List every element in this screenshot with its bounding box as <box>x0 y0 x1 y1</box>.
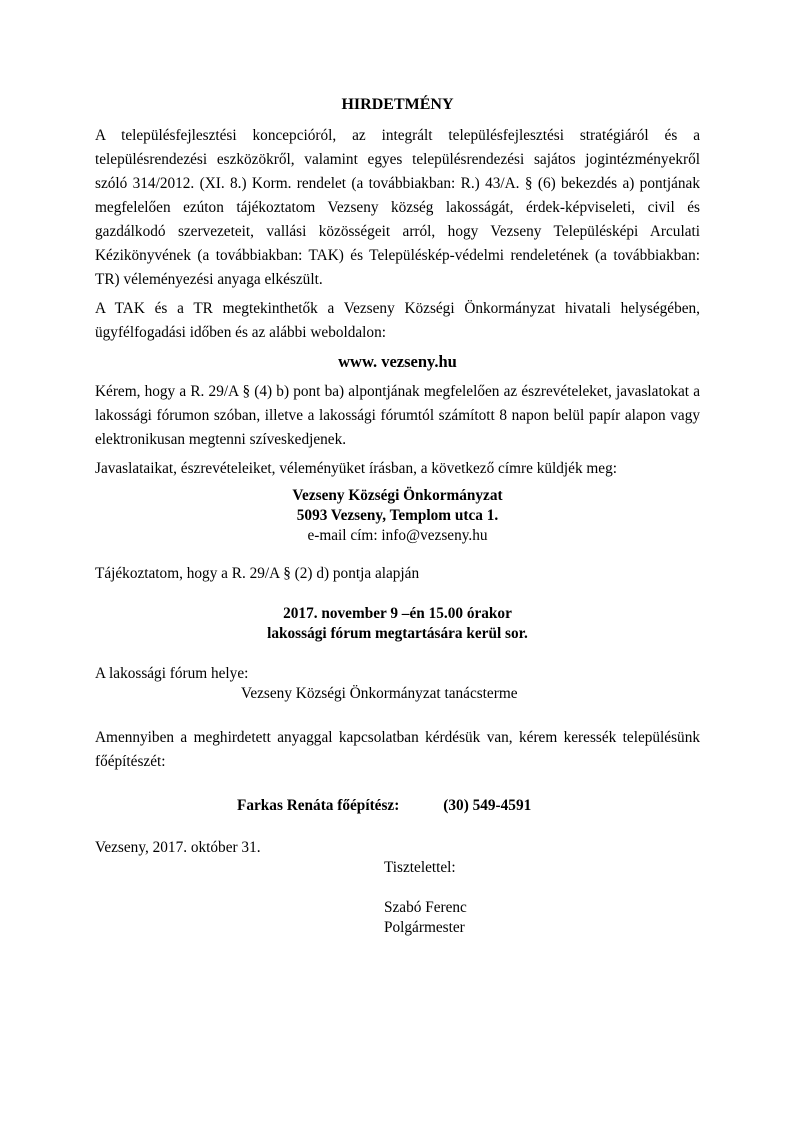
signatory-role: Polgármester <box>384 919 465 936</box>
architect-phone: (30) 549-4591 <box>443 797 532 814</box>
forum-announcement <box>95 604 700 644</box>
mailing-address <box>95 486 700 546</box>
address-email: e-mail cím: info@vezseny.hu <box>307 527 488 544</box>
forum-date: 2017. november 9 –én 15.00 órakor <box>283 605 512 622</box>
date-place: Vezseny, 2017. október 31. <box>95 839 261 856</box>
signature-greeting: Tisztelettel: <box>384 859 456 876</box>
address-name: Vezseny Községi Önkormányzat <box>292 487 503 504</box>
announcement-document <box>95 94 700 938</box>
address-street: 5093 Vezseny, Templom utca 1. <box>296 507 499 524</box>
architect-contact <box>95 796 700 816</box>
forum-info-paragraph: Tájékoztatom, hogy a R. 29/A § (2) d) pontja alapján <box>95 565 420 582</box>
comments-paragraph: Kérem, hogy a R. 29/A § (4) b) pont ba) alpontjának megfelelően az észrevételeket, javaslatokat a lakossági fórumon szóban, illetve a lakossági fórumtól számított 8 napon belül papír alapon vagy elektronikusan megtenni szíveskedjenek. <box>95 383 700 448</box>
signatory-name: Szabó Ferenc <box>384 899 467 916</box>
forum-text: lakossági fórum megtartására kerül sor. <box>267 625 528 642</box>
signature-block <box>95 858 700 938</box>
website-link[interactable]: www. vezseny.hu <box>338 352 457 371</box>
venue-place: Vezseny Községi Önkormányzat tanácsterme <box>241 685 518 702</box>
intro-paragraph: A településfejlesztési koncepcióról, az integrált településfejlesztési stratégiáról és a településrendezési eszközökről, valamint egyes településrendezési sajátos jogintézményekről szóló 314/2012. (XI. 8.) Korm. rendelet (a továbbiakban: R.) 43/A. § (6) bekezdés a) pontjának megfelelően ezúton tájékoztatom Vezseny község lakosságát, érdek-képviseleti, civil és gazdálkodó szervezeteit, vallási közösségeit arról, hogy Vezseny Településképi Arculati Kézikönyvének (a továbbiakban: TAK) és Településkép-védelmi rendeletének (a továbbiakban: TR) véleményezési anyaga elkészült. <box>95 127 700 288</box>
questions-paragraph: Amennyiben a meghirdetett anyaggal kapcsolatban kérdésük van, kérem keressék településünk főépítészét: <box>95 729 700 770</box>
architect-name: Farkas Renáta főépítész: <box>237 797 400 814</box>
address-intro-paragraph: Javaslataikat, észrevételeiket, véleményüket írásban, a következő címre küldjék meg: <box>95 460 617 477</box>
venue-label: A lakossági fórum helye: <box>95 665 249 682</box>
document-title: HIRDETMÉNY <box>341 96 454 113</box>
viewing-paragraph: A TAK és a TR megtekinthetők a Vezseny Községi Önkormányzat hivatali helységében, ügyfélfogadási időben és az alábbi weboldalon: <box>95 300 700 341</box>
